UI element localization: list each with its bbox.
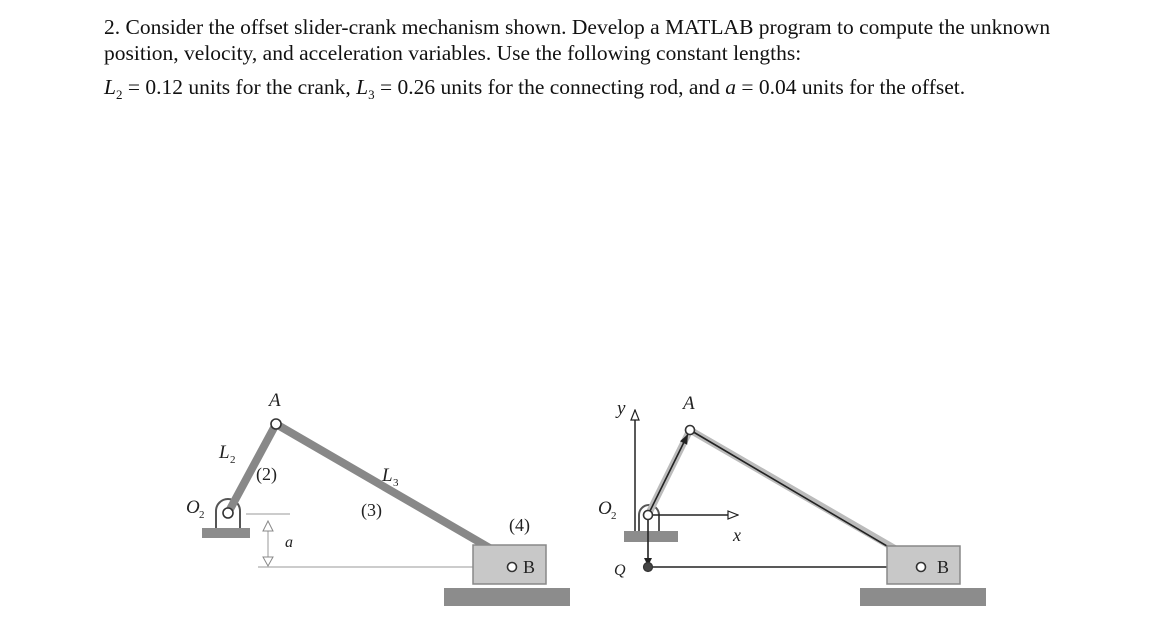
right-b-pin <box>917 563 926 572</box>
left-label-o2: O <box>186 497 200 518</box>
a-symbol: a <box>725 75 737 99</box>
right-a-pin <box>686 426 695 435</box>
left-label-link4: (4) <box>509 515 530 535</box>
l3-sub: 3 <box>368 87 375 102</box>
right-o2-pin <box>644 511 653 520</box>
left-a-pin <box>271 419 281 429</box>
left-mechanism <box>186 390 570 606</box>
right-label-y: y <box>617 398 626 419</box>
left-offset-arrow-up <box>263 521 273 531</box>
right-label-x: x <box>733 525 741 545</box>
left-o2-pin <box>223 508 233 518</box>
left-o2-ground <box>202 528 250 538</box>
right-q-point <box>644 563 653 572</box>
problem-number: 2. <box>104 15 121 39</box>
l2-sub: 2 <box>115 87 123 102</box>
left-label-offset: a <box>285 534 293 551</box>
left-label-link3: (3) <box>361 500 382 520</box>
left-offset-arrow-down <box>263 557 273 566</box>
l2-symbol: L <box>104 75 116 99</box>
right-label-b: B <box>937 557 950 577</box>
left-label-o2-sub: 2 <box>199 509 205 521</box>
right-slider-ground <box>860 588 986 606</box>
left-b-pin <box>508 563 517 572</box>
left-label-l3: L <box>382 465 393 486</box>
right-label-o2-sub: 2 <box>611 510 617 522</box>
right-vector-r2 <box>648 434 688 515</box>
left-label-link2: (2) <box>256 464 277 484</box>
right-label-q: Q <box>614 562 626 579</box>
left-label-a: A <box>269 390 281 411</box>
right-o2-ground <box>624 531 678 542</box>
left-label-l2: L <box>219 442 230 463</box>
l3-symbol: L <box>356 75 369 99</box>
left-label-l3-sub: 3 <box>393 477 399 489</box>
right-label-a: A <box>683 393 695 414</box>
right-label-o2: O <box>598 498 612 519</box>
l3-text: = 0.26 units for the connecting rod, and <box>374 75 726 99</box>
right-mechanism <box>598 393 986 606</box>
l2-text: = 0.12 units for the crank, <box>122 75 357 99</box>
problem-body: Consider the offset slider-crank mechanism shown. Develop a MATLAB program to compute the unknown position, velocity, and acceleration variables. Use the following constant lengths: <box>104 15 1051 65</box>
left-label-b: B <box>523 557 536 577</box>
left-slider-ground <box>444 588 570 606</box>
left-label-l2-sub: 2 <box>230 454 236 466</box>
left-connecting-rod <box>276 424 512 561</box>
a-text: = 0.04 units for the offset. <box>736 75 966 99</box>
right-vector-r3 <box>690 430 914 562</box>
